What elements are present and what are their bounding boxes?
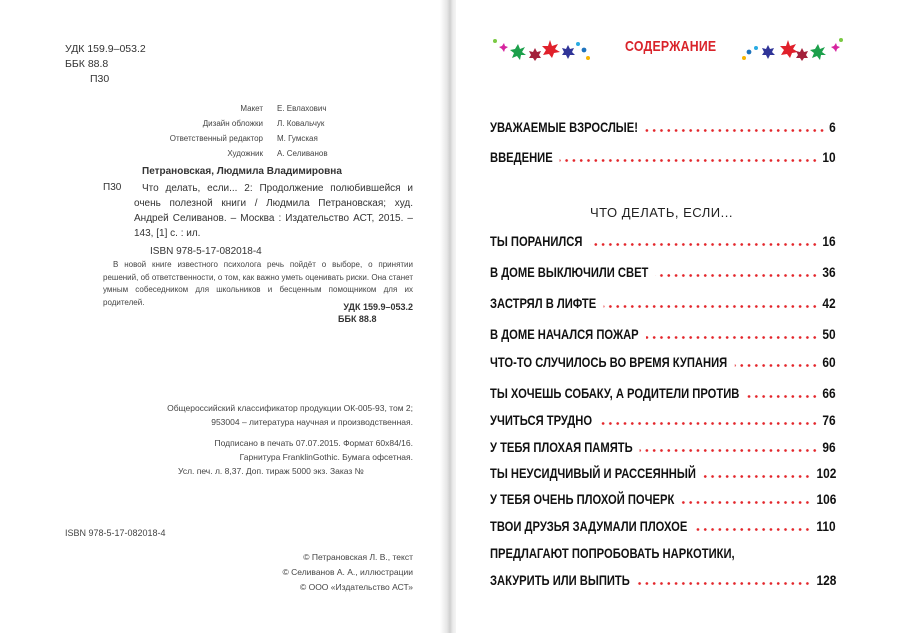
print-info-line: Усл. печ. л. 8,37. Доп. тираж 5000 экз. Заказ № [178, 466, 364, 476]
toc-entry-page: 42 [818, 295, 836, 311]
toc-entry[interactable] [490, 264, 836, 280]
toc-entry-label: В ДОМЕ ВЫКЛЮЧИЛИ СВЕТ [490, 264, 656, 280]
toc-entry-label: У ТЕБЯ ОЧЕНЬ ПЛОХОЙ ПОЧЕРК [490, 491, 681, 507]
credit-role: Ответственный редактор [169, 134, 263, 143]
credit-role: Дизайн обложки [202, 119, 263, 128]
decorative-stars-left-icon [490, 36, 590, 62]
print-info-line: Гарнитура FranklinGothic. Бумага офсетная. [239, 452, 413, 462]
toc-entry-page: 16 [818, 233, 836, 249]
toc-entry-page: 96 [818, 439, 836, 455]
copyright-line: © ООО «Издательство АСТ» [299, 582, 413, 592]
toc-entry-page: 106 [811, 491, 836, 507]
toc-entry-label: У ТЕБЯ ПЛОХАЯ ПАМЯТЬ [490, 439, 640, 455]
toc-entry-label-line1[interactable]: ПРЕДЛАГАЮТ ПОПРОБОВАТЬ НАРКОТИКИ, [490, 545, 735, 561]
toc-entry-page: 36 [818, 264, 836, 280]
toc-entry[interactable] [490, 149, 836, 165]
bibliographic-description: Что делать, если... 2: Продолжение полюбившейся и очень полезной книги / Людмила Петрановская; худ. Андрей Селиванов. – Москва : Издательство АСТ, 2015. – 143, [1] с. : ил. [134, 183, 413, 239]
toc-entry-label: ЗАКУРИТЬ ИЛИ ВЫПИТЬ [490, 572, 637, 588]
print-info-line: Подписано в печать 07.07.2015. Формат 60x84/16. [214, 438, 413, 448]
toc-entry-label: ВВЕДЕНИЕ [490, 149, 560, 165]
bib-sign: П30 [103, 182, 122, 193]
toc-entry[interactable] [490, 354, 836, 370]
isbn-bottom: ISBN 978-5-17-082018-4 [65, 528, 166, 538]
toc-entry-label: ЧТО-ТО СЛУЧИЛОСЬ ВО ВРЕМЯ КУПАНИЯ [490, 354, 734, 370]
toc-entry-page: 66 [818, 385, 836, 401]
toc-entry-label: ТЫ ПОРАНИЛСЯ [490, 233, 590, 249]
udk-bold: УДК 159.9–053.2 [343, 302, 413, 312]
contents-title: СОДЕРЖАНИЕ [625, 38, 717, 55]
toc-entry-page: 6 [824, 119, 836, 135]
credit-name: Е. Евлахович [277, 104, 327, 113]
classifier-line: Общероссийский классификатор продукции ОК-005-93, том 2; [167, 403, 413, 413]
author-sign: П30 [90, 73, 110, 85]
credit-role: Макет [240, 104, 263, 113]
section-heading: ЧТО ДЕЛАТЬ, ЕСЛИ... [590, 205, 733, 220]
toc-entry-label: ТВОИ ДРУЗЬЯ ЗАДУМАЛИ ПЛОХОЕ [490, 518, 695, 534]
bbk-bold: ББК 88.8 [338, 314, 377, 324]
toc-entry-label: ЗАСТРЯЛ В ЛИФТЕ [490, 295, 603, 311]
toc-entry[interactable] [490, 465, 836, 481]
toc-entry-page: 76 [818, 412, 836, 428]
toc-entry-page: 60 [818, 354, 836, 370]
udk-code: УДК 159.9–053.2 [65, 43, 146, 55]
bbk-code: ББК 88.8 [65, 58, 109, 70]
isbn-inline: ISBN 978-5-17-082018-4 [150, 246, 262, 257]
toc-entry[interactable] [490, 518, 836, 534]
toc-entry[interactable] [490, 119, 836, 135]
copyright-line: © Селиванов А. А., иллюстрации [282, 567, 413, 577]
toc-entry-label: УВАЖАЕМЫЕ ВЗРОСЛЫЕ! [490, 119, 645, 135]
toc-entry[interactable] [490, 439, 836, 455]
author-name: Петрановская, Людмила Владимировна [142, 166, 342, 177]
toc-entry-page: 102 [811, 465, 836, 481]
credit-role: Художник [227, 149, 263, 158]
toc-entry-label: УЧИТЬСЯ ТРУДНО [490, 412, 599, 428]
left-page-imprint [0, 0, 448, 633]
classifier-line: 953004 – литература научная и производственная. [211, 417, 413, 427]
decorative-stars-right-icon [740, 36, 845, 62]
toc-entry[interactable] [490, 572, 836, 588]
toc-entry[interactable] [490, 295, 836, 311]
toc-entry-label: В ДОМЕ НАЧАЛСЯ ПОЖАР [490, 326, 646, 342]
toc-entry[interactable] [490, 326, 836, 342]
toc-entry[interactable] [490, 233, 836, 249]
toc-entry-page: 10 [818, 149, 836, 165]
credit-name: А. Селиванов [277, 149, 328, 158]
toc-entry-page: 110 [812, 518, 836, 534]
toc-entry-page: 128 [811, 572, 836, 588]
toc-entry[interactable] [490, 491, 836, 507]
credit-name: М. Гумская [277, 134, 318, 143]
abstract: В новой книге известного психолога речь пойдёт о выборе, о принятии решений, об ответственности, о том, как важно уметь оценивать риски. Она станет умным собеседником для школьников и бесценным помощником для их родителей. [103, 260, 413, 307]
credit-name: Л. Ковальчук [277, 119, 325, 128]
toc-entry-page: 50 [818, 326, 836, 342]
toc-entry[interactable] [490, 385, 836, 401]
toc-entry[interactable] [490, 412, 836, 428]
copyright-line: © Петрановская Л. В., текст [303, 552, 413, 562]
toc-entry-label: ТЫ НЕУСИДЧИВЫЙ И РАССЕЯННЫЙ [490, 465, 703, 481]
toc-entry-label: ТЫ ХОЧЕШЬ СОБАКУ, А РОДИТЕЛИ ПРОТИВ [490, 385, 747, 401]
right-page-contents [456, 0, 903, 633]
